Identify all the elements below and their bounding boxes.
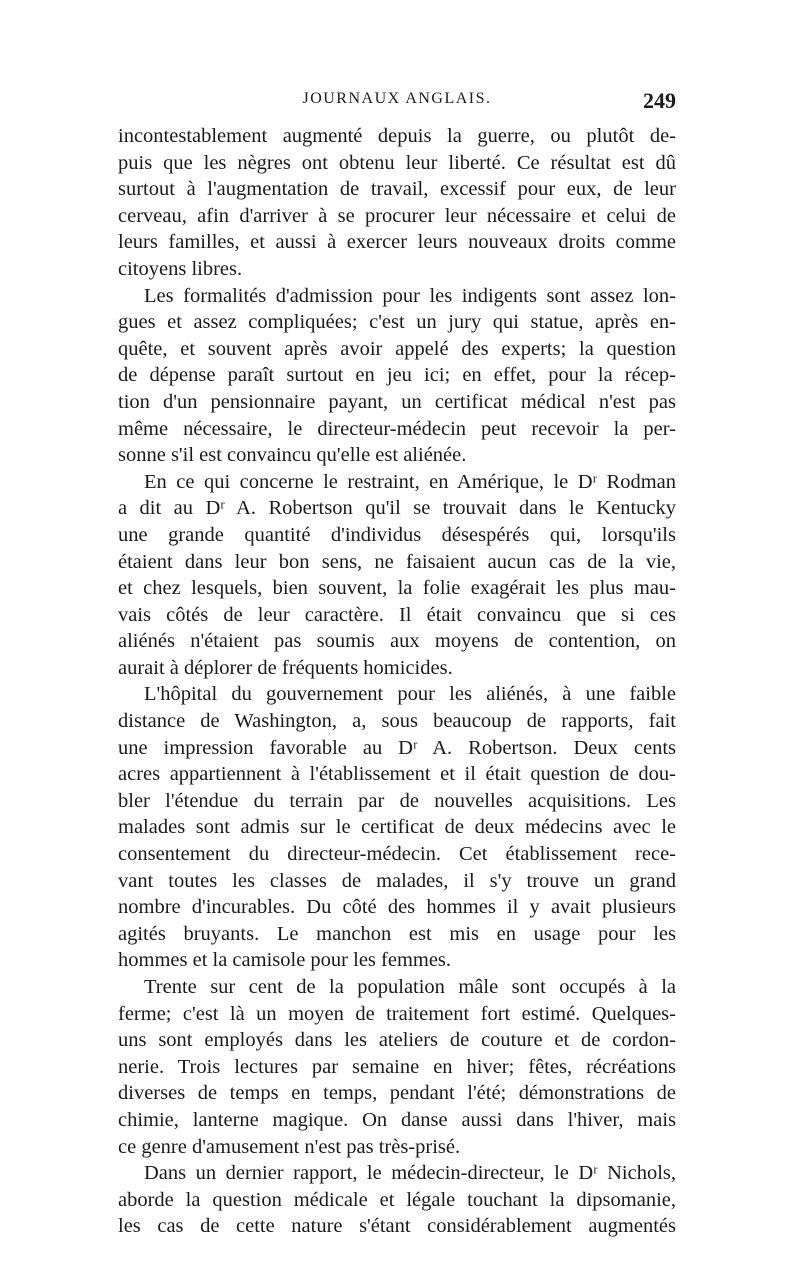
text-line: vant toutes les classes de malades, il s'y trouve un grand (118, 869, 676, 892)
paragraph-first-line: En ce qui concerne le restraint, en Amérique, le Dʳ Rodman (144, 470, 676, 493)
text-line: tion d'un pensionnaire payant, un certificat médical n'est pas (118, 390, 676, 413)
text-line: une grande quantité d'individus désespérés qui, lorsqu'ils (118, 523, 676, 546)
text-line: ce genre d'amusement n'est pas très-prisé. (118, 1135, 461, 1158)
running-title: JOURNAUX ANGLAIS. (302, 90, 492, 107)
text-line: surtout à l'augmentation de travail, excessif pour eux, de leur (118, 178, 676, 201)
page-number: 249 (643, 88, 676, 113)
text-line: acres appartiennent à l'établissement et il était question de dou- (118, 763, 676, 786)
text-line: les cas de cette nature s'étant considérablement augmentés (118, 1215, 676, 1238)
text-line: vais côtés de leur caractère. Il était convaincu que si ces (118, 603, 676, 626)
text-line: hommes et la camisole pour les femmes. (118, 949, 452, 972)
text-line: même nécessaire, le directeur-médecin peut recevoir la per- (118, 417, 676, 440)
text-line: incontestablement augmenté depuis la guerre, ou plutôt de- (118, 125, 676, 147)
text-line: chimie, lanterne magique. On danse aussi dans l'hiver, mais (118, 1108, 676, 1131)
text-line: étaient dans leur bon sens, ne faisaient aucun cas de la vie, (118, 550, 676, 573)
page-header (118, 88, 676, 116)
text-line: uns sont employés dans les ateliers de couture et de cordon- (118, 1029, 676, 1052)
text-line: aliénés n'étaient pas soumis aux moyens de contention, on (118, 630, 676, 653)
text-line: nombre d'incurables. Du côté des hommes il y avait plusieurs (118, 896, 676, 919)
text-line: diverses de temps en temps, pendant l'été; démonstrations de (118, 1082, 676, 1105)
text-line: quête, et souvent après avoir appelé des experts; la question (118, 337, 676, 360)
text-line: a dit au Dʳ A. Robertson qu'il se trouvait dans le Kentucky (118, 497, 676, 520)
text-line: aborde la question médicale et légale touchant la dipsomanie, (118, 1188, 676, 1211)
text-line: puis que les nègres ont obtenu leur liberté. Ce résultat est dû (118, 151, 676, 174)
text-line: une impression favorable au Dʳ A. Robertson. Deux cents (118, 736, 676, 759)
text-line: agités bruyants. Le manchon est mis en usage pour les (118, 922, 676, 945)
text-line: citoyens libres. (118, 257, 243, 280)
text-line: malades sont admis sur le certificat de deux médecins avec le (118, 816, 676, 839)
text-line: cerveau, afin d'arriver à se procurer leur nécessaire et celui de (118, 204, 676, 227)
text-line: consentement du directeur-médecin. Cet établissement rece- (118, 843, 676, 866)
text-line: aurait à déplorer de fréquents homicides. (118, 656, 453, 679)
text-line: sonne s'il est convaincu qu'elle est aliénée. (118, 444, 467, 467)
text-line: ferme; c'est là un moyen de traitement fort estimé. Quelques- (118, 1002, 676, 1025)
paragraph-first-line: Trente sur cent de la population mâle sont occupés à la (144, 976, 676, 998)
text-line: gues et assez compliquées; c'est un jury qui statue, après en- (118, 311, 676, 334)
text-line: leurs familles, et aussi à exercer leurs nouveaux droits comme (118, 231, 676, 254)
text-line: et chez lesquels, bien souvent, la folie exagérait les plus mau- (118, 577, 676, 600)
text-line: de dépense paraît surtout en jeu ici; en effet, pour la récep- (118, 364, 676, 387)
text-line: bler l'étendue du terrain par de nouvelles acquisitions. Les (118, 789, 676, 812)
text-line: nerie. Trois lectures par semaine en hiver; fêtes, récréations (118, 1055, 676, 1078)
paragraph-first-line: L'hôpital du gouvernement pour les aliénés, à une faible (144, 683, 676, 706)
paragraph-first-line: Les formalités d'admission pour les indigents sont assez lon- (144, 284, 676, 307)
paragraph-first-line: Dans un dernier rapport, le médecin-directeur, le Dʳ Nichols, (144, 1162, 676, 1185)
text-line: distance de Washington, a, sous beaucoup de rapports, fait (118, 710, 676, 733)
body-text (118, 123, 676, 1240)
